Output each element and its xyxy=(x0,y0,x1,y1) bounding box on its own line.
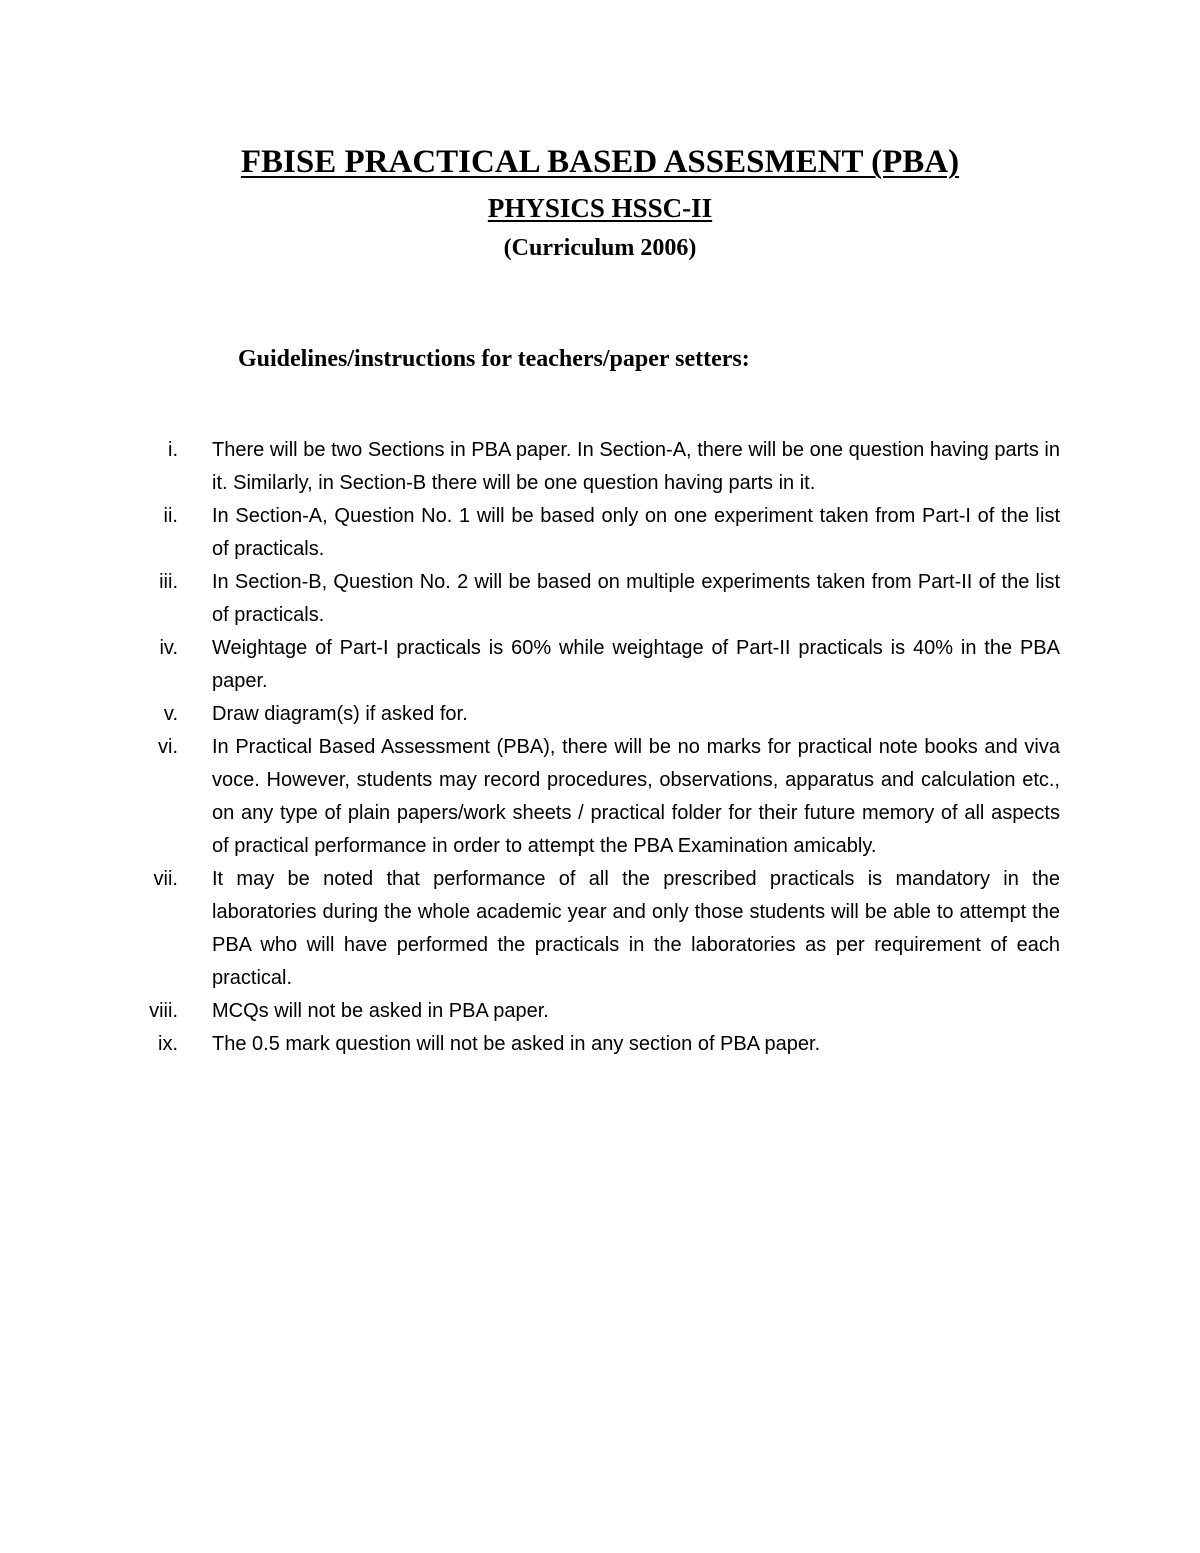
instruction-item xyxy=(120,1028,1060,1061)
instruction-item xyxy=(120,731,1060,863)
instruction-text: In Practical Based Assessment (PBA), there will be no marks for practical note books and viva voce. However, students may record procedures, observations, apparatus and calculation etc., on any type of plain papers/work sheets / practical folder for their future memory of all aspects of practical performance in order to attempt the PBA Examination amicably. xyxy=(212,736,1060,857)
instruction-text: There will be two Sections in PBA paper. In Section-A, there will be one question having parts in it. Similarly, in Section-B there will be one question having parts in it. xyxy=(212,439,1060,494)
curriculum-note: (Curriculum 2006) xyxy=(503,235,697,261)
document-title: FBISE PRACTICAL BASED ASSESMENT (PBA) xyxy=(240,144,960,180)
instruction-item xyxy=(120,500,1060,566)
instruction-text: In Section-A, Question No. 1 will be based only on one experiment taken from Part-I of the list of practicals. xyxy=(212,505,1060,560)
instruction-numeral: ii. xyxy=(163,505,178,527)
instruction-text: The 0.5 mark question will not be asked in any section of PBA paper. xyxy=(212,1033,821,1055)
instruction-item xyxy=(120,995,1060,1028)
instruction-item xyxy=(120,863,1060,995)
instruction-text: MCQs will not be asked in PBA paper. xyxy=(212,1000,549,1022)
document-subtitle: PHYSICS HSSC-II xyxy=(487,193,713,223)
instruction-text: Weightage of Part-I practicals is 60% while weightage of Part-II practicals is 40% in the PBA paper. xyxy=(212,637,1060,692)
instruction-item xyxy=(120,698,1060,731)
instruction-numeral: iii. xyxy=(159,571,178,593)
instruction-item xyxy=(120,434,1060,500)
guidelines-heading: Guidelines/instructions for teachers/paper setters: xyxy=(238,346,750,372)
instructions-list xyxy=(120,434,1060,1061)
instruction-text: Draw diagram(s) if asked for. xyxy=(212,703,468,725)
instruction-text: It may be noted that performance of all the prescribed practicals is mandatory in the laboratories during the whole academic year and only those students will be able to attempt the PBA who will have performed the practicals in the laboratories as per requirement of each practical. xyxy=(212,868,1060,989)
instruction-numeral: ix. xyxy=(158,1033,178,1055)
instruction-numeral: vi. xyxy=(158,736,178,758)
instruction-numeral: viii. xyxy=(149,1000,178,1022)
instruction-item xyxy=(120,632,1060,698)
instruction-numeral: v. xyxy=(163,703,178,725)
instruction-text: In Section-B, Question No. 2 will be based on multiple experiments taken from Part-II of the list of practicals. xyxy=(212,571,1060,626)
instruction-numeral: i. xyxy=(168,439,178,461)
instruction-numeral: vii. xyxy=(153,868,178,890)
instruction-item xyxy=(120,566,1060,632)
instruction-numeral: iv. xyxy=(159,637,178,659)
